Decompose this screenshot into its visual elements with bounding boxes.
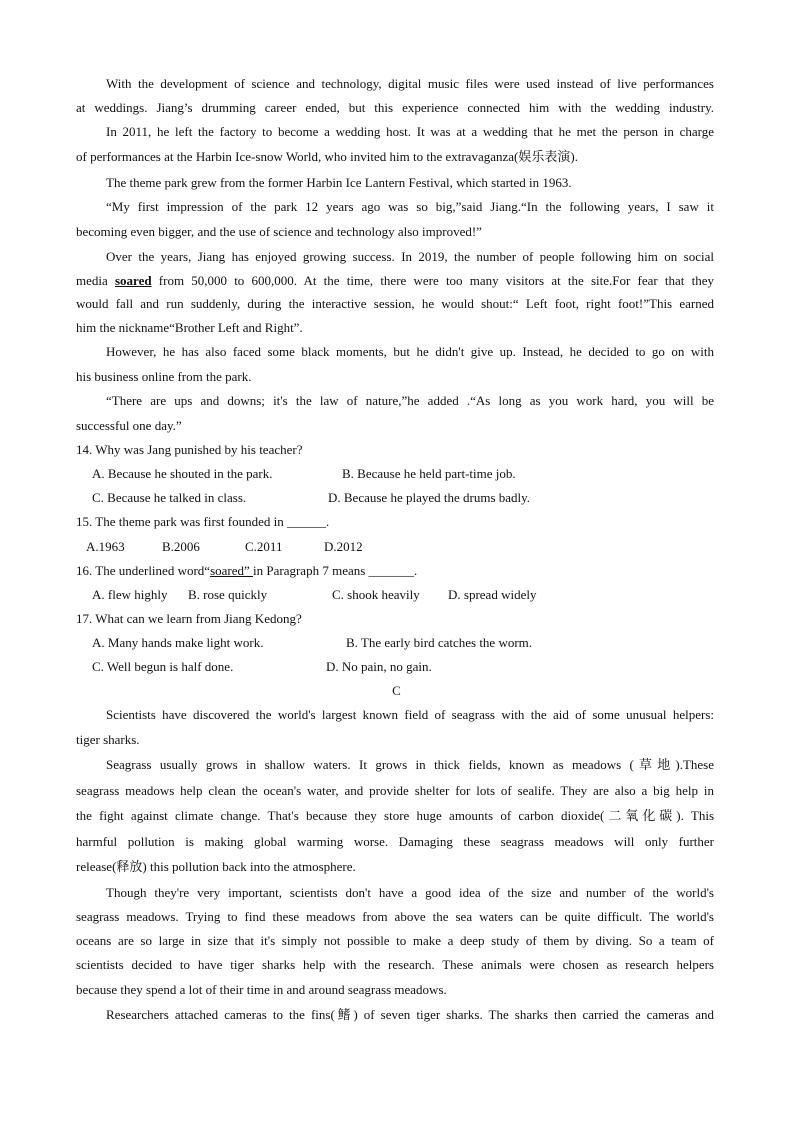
passage-line: at weddings. Jiang’s drumming career ended, but this experience connected him with the wedding industry. xyxy=(76,100,714,115)
question-stem xyxy=(76,562,714,580)
passage-line: release(释放) this pollution back into the atmosphere. xyxy=(76,859,356,874)
underlined-word: soared” xyxy=(210,563,254,578)
question-stem: 14. Why was Jang punished by his teacher? xyxy=(76,442,303,457)
passage-line: Scientists have discovered the world's largest known field of seagrass with the aid of some unusual helpers: xyxy=(106,707,714,722)
passage-line: seagrass meadows. Trying to find these meadows from above the sea waters can be quite difficult. The world's xyxy=(76,909,714,924)
passage-line: “My first impression of the park 12 years ago was so big,”said Jiang.“In the following years, I saw it xyxy=(106,199,714,214)
answer-option: C. Because he talked in class. xyxy=(92,490,247,505)
answer-option: D.2012 xyxy=(324,539,363,554)
answer-option: B.2006 xyxy=(162,539,200,554)
question-stem: 17. What can we learn from Jiang Kedong? xyxy=(76,611,302,626)
passage-line: harmful pollution is making global warming worse. Damaging these seagrass meadows will only further xyxy=(76,834,714,849)
answer-option: B. rose quickly xyxy=(188,587,268,602)
answer-option: A. Because he shouted in the park. xyxy=(92,466,273,481)
passage-line: tiger sharks. xyxy=(76,732,140,747)
passage-line: However, he has also faced some black moments, but he didn't give up. Instead, he decided to go on with xyxy=(106,344,714,359)
answer-option: A. flew highly xyxy=(92,587,168,602)
passage-text: media xyxy=(76,273,108,288)
answer-option: A. Many hands make light work. xyxy=(92,635,264,650)
passage-line: because they spend a lot of their time in and around seagrass meadows. xyxy=(76,982,447,997)
answer-option: D. No pain, no gain. xyxy=(326,659,432,674)
question-stem: 15. The theme park was first founded in ______. xyxy=(76,514,330,529)
answer-option: B. The early bird catches the worm. xyxy=(346,635,533,650)
passage-line: becoming even bigger, and the use of science and technology also improved!” xyxy=(76,224,482,239)
passage-line: In 2011, he left the factory to become a wedding host. It was at a wedding that he met the person in charge xyxy=(106,124,714,139)
passage-line: the fight against climate change. That's because they store huge amounts of carbon dioxide(二氧化碳). This xyxy=(76,808,714,823)
passage-line: oceans are so large in size that it's simply not possible to make a deep study of them by diving. So a team of xyxy=(76,933,714,948)
passage-line: Researchers attached cameras to the fins(鳍) of seven tiger sharks. The sharks then carried the cameras and xyxy=(106,1007,714,1022)
answer-option: A.1963 xyxy=(86,539,125,554)
passage-line: The theme park grew from the former Harbin Ice Lantern Festival, which started in 1963. xyxy=(106,175,572,190)
section-heading: C xyxy=(392,683,401,698)
passage-line: “There are ups and downs; it's the law of nature,”he added .“As long as you work hard, you will be xyxy=(106,393,714,408)
passage-line: With the development of science and technology, digital music files were used instead of live performances xyxy=(106,76,714,91)
answer-option: B. Because he held part-time job. xyxy=(342,466,516,481)
passage-line: him the nickname“Brother Left and Right”. xyxy=(76,320,303,335)
passage-line: of performances at the Harbin Ice-snow World, who invited him to the extravaganza(娱乐表演). xyxy=(76,149,578,164)
passage-line: Though they're very important, scientists don't have a good idea of the size and number of the world's xyxy=(106,885,714,900)
passage-line: scientists decided to have tiger sharks help with the research. These animals were chosen as research helpers xyxy=(76,957,714,972)
passage-line: successful one day.” xyxy=(76,418,182,433)
passage-line xyxy=(76,272,714,290)
passage-line: Over the years, Jiang has enjoyed growing success. In 2019, the number of people following him on social xyxy=(106,249,714,264)
passage-line: would fall and run suddenly, during the interactive session, he would shout:“ Left foot, right foot!”This earned xyxy=(76,296,714,311)
question-text: 16. The underlined word“ xyxy=(76,563,211,578)
answer-option: C. shook heavily xyxy=(332,587,420,602)
answer-option: D. spread widely xyxy=(448,587,537,602)
underlined-word: soared xyxy=(114,273,152,288)
answer-option: C.2011 xyxy=(245,539,283,554)
passage-line: seagrass meadows help clean the ocean's water, and provide shelter for lots of sealife. They are also a big help in xyxy=(76,783,714,798)
answer-option: D. Because he played the drums badly. xyxy=(328,490,531,505)
question-text: in Paragraph 7 means _______. xyxy=(253,563,418,578)
answer-option: C. Well begun is half done. xyxy=(92,659,234,674)
passage-line: Seagrass usually grows in shallow waters. It grows in thick fields, known as meadows (草地).These xyxy=(106,757,714,772)
passage-text: from 50,000 to 600,000. At the time, there were too many visitors at the site.For fear that they xyxy=(158,273,715,288)
passage-line: his business online from the park. xyxy=(76,369,252,384)
